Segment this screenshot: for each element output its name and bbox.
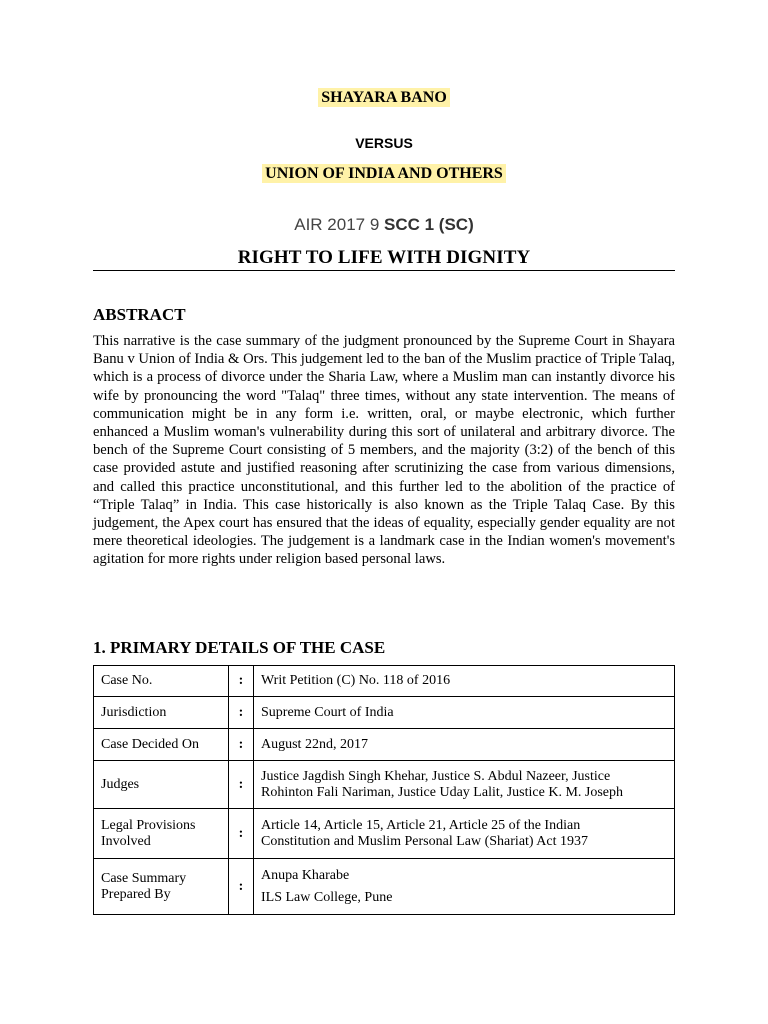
row-label-line: Jurisdiction — [101, 704, 167, 720]
petitioner-line — [93, 88, 675, 108]
row-value-line: Constitution and Muslim Personal Law (Shariat) Act 1937 — [261, 833, 589, 849]
row-label — [94, 729, 229, 761]
row-value — [254, 666, 675, 697]
primary-details-heading: 1. PRIMARY DETAILS OF THE CASE — [93, 638, 386, 657]
document-title: RIGHT TO LIFE WITH DIGNITY — [237, 247, 531, 268]
table-row — [94, 761, 675, 809]
row-label — [94, 761, 229, 809]
row-value-line: Anupa Kharabe — [261, 867, 350, 883]
row-value-line: Writ Petition (C) No. 118 of 2016 — [261, 673, 451, 688]
row-value — [254, 729, 675, 761]
document-page — [93, 0, 675, 1024]
row-label — [94, 666, 229, 697]
row-value-line: Justice Jagdish Singh Khehar, Justice S. Abdul Nazeer, Justice — [261, 768, 611, 784]
table-row — [94, 729, 675, 761]
row-label-line: Case Decided On — [101, 736, 199, 752]
row-value — [254, 809, 675, 859]
row-label-line: Involved — [101, 833, 151, 849]
row-label-line: Case Summary — [101, 870, 187, 886]
citation-plain: AIR 2017 9 — [294, 215, 385, 234]
citation-bold: SCC 1 (SC) — [384, 215, 474, 234]
row-value-line: August 22nd, 2017 — [261, 736, 368, 752]
row-separator: : — [229, 729, 254, 761]
table-row — [94, 666, 675, 697]
row-label-line: Judges — [101, 776, 140, 792]
row-label-line: Legal Provisions — [101, 817, 196, 833]
versus-label: VERSUS — [355, 135, 413, 151]
row-label — [94, 809, 229, 859]
primary-details-table — [93, 665, 675, 915]
row-value — [254, 859, 675, 915]
respondent-name: UNION OF INDIA AND OTHERS — [262, 164, 506, 183]
row-label-line: Case No. — [101, 673, 153, 688]
table-row — [94, 859, 675, 915]
row-value-line: Rohinton Fali Nariman, Justice Uday Lalit, Justice K. M. Joseph — [261, 784, 624, 800]
row-label-line: Prepared By — [101, 886, 171, 902]
row-separator: : — [229, 697, 254, 729]
row-value-line: Article 14, Article 15, Article 21, Article 25 of the Indian — [261, 817, 581, 833]
row-label — [94, 859, 229, 915]
row-value — [254, 697, 675, 729]
abstract-body: This narrative is the case summary of the judgment pronounced by the Supreme Court in Shayara Banu v Union of India & Ors. This judgement led to the ban of the Muslim practice of Triple Talaq, which is a process of divorce under the Sharia Law, where a Muslim man can instantly divorce his wife by pronouncing the word "Talaq" three times, without any state intervention. The means of communication might be in any form i.e. written, oral, or maybe electronic, which further enhanced a Muslim woman's vulnerability during this sort of unilateral and arbitrary divorce. The bench of the Supreme Court consisting of 5 members, and the majority (3:2) of the bench of this case provided astute and justified reasoning after scrutinizing the case from various dimensions, and called this practice unconstitutional, and this further led to the abolition of the practice of “Triple Talaq” in India. This case historically is also known as the Triple Talaq Case. By this judgement, the Apex court has ensured that the ideas of equality, especially gender equality are not mere theoretical ideologies. The judgement is a landmark case in the Indian women's movement's agitation for more rights under religion based personal laws. — [93, 333, 675, 568]
row-value-line: ILS Law College, Pune — [261, 889, 393, 905]
citation — [93, 215, 675, 235]
table-row — [94, 697, 675, 729]
row-separator: : — [229, 761, 254, 809]
respondent-line — [93, 164, 675, 184]
petitioner-name: SHAYARA BANO — [318, 88, 450, 107]
title-underline — [93, 270, 675, 271]
row-separator: : — [229, 666, 254, 697]
row-separator: : — [229, 859, 254, 915]
row-separator: : — [229, 809, 254, 859]
row-value — [254, 761, 675, 809]
abstract-heading: ABSTRACT — [93, 305, 186, 324]
row-value-line: Supreme Court of India — [261, 704, 394, 720]
row-label — [94, 697, 229, 729]
table-row — [94, 809, 675, 859]
